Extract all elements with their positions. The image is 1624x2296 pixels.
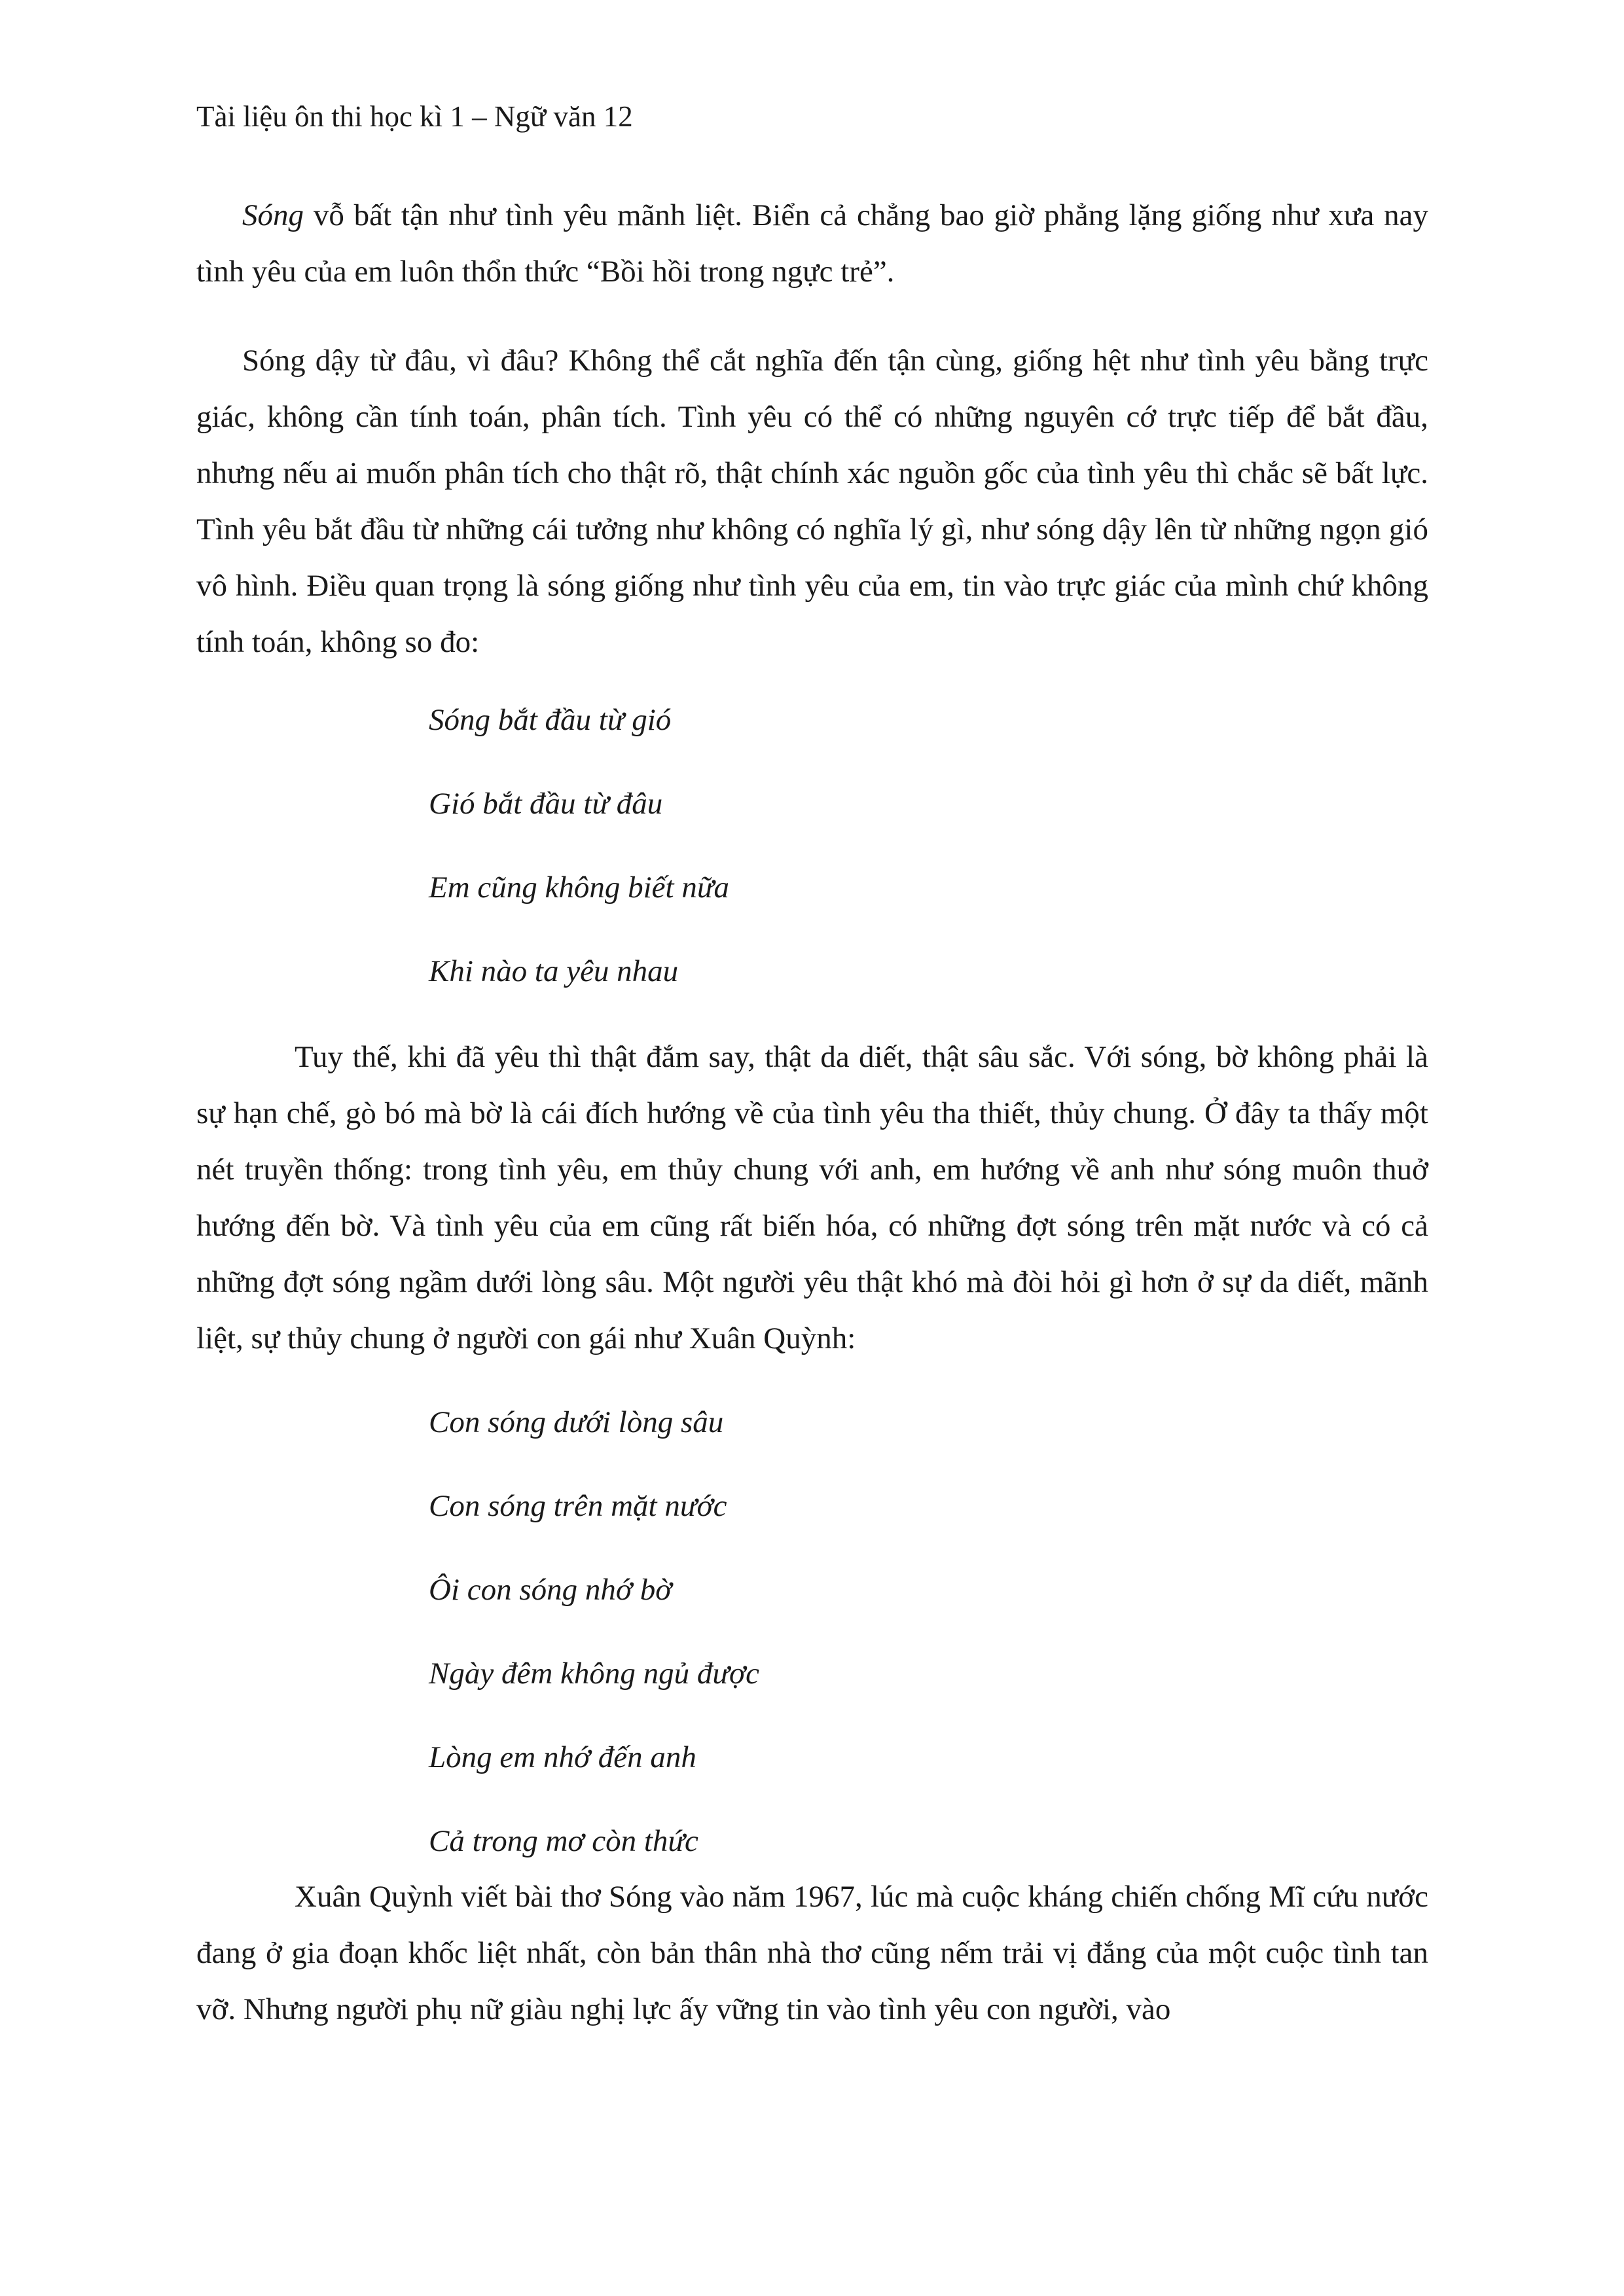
verse-line: Sóng bắt đầu từ gió <box>429 703 672 737</box>
verse-block-2 <box>429 1394 759 1897</box>
paragraph-1 <box>196 187 1428 300</box>
paragraph-2: Sóng dậy từ đâu, vì đâu? Không thể cắt nghĩa đến tận cùng, giống hệt như tình yêu bằng trực giác, không cần tính toán, phân tích. Tình yêu có thể có những nguyên cớ trực tiếp để bắt đầu, nhưng nếu ai muốn phân tích cho thật rõ, thật chính xác nguồn gốc của tình yêu thì chắc sẽ bất lực. Tình yêu bắt đầu từ những cái tưởng như không có nghĩa lý gì, như sóng dậy lên từ những ngọn gió vô hình. Điều quan trọng là sóng giống như tình yêu của em, tin vào trực giác của mình chứ không tính toán, không so đo: <box>196 344 1428 659</box>
verse-line: Lòng em nhớ đến anh <box>429 1740 696 1774</box>
paragraph-1-italic: Sóng <box>242 198 304 232</box>
paragraph-3: Tuy thế, khi đã yêu thì thật đắm say, thật da diết, thật sâu sắc. Với sóng, bờ không phải là sự hạn chế, gò bó mà bờ là cái đích hướng về của tình yêu tha thiết, thủy chung. Ở đây ta thấy một nét truyền thống: trong tình yêu, em thủy chung với anh, em hướng về anh như sóng muôn thuở hướng đến bờ. Và tình yêu của em cũng rất biến hóa, có những đợt sóng trên mặt nước và có cả những đợt sóng ngầm dưới lòng sâu. Một người yêu thật khó mà đòi hỏi gì hơn ở sự da diết, mãnh liệt, sự thủy chung ở người con gái như Xuân Quỳnh: <box>196 1040 1428 1355</box>
verse-line: Con sóng trên mặt nước <box>429 1489 727 1523</box>
verse-line: Gió bắt đầu từ đâu <box>429 787 663 821</box>
verse-block-1 <box>429 692 729 1027</box>
verse-line: Ôi con sóng nhớ bờ <box>429 1573 672 1607</box>
verse-line: Con sóng dưới lòng sâu <box>429 1405 724 1439</box>
verse-line: Cả trong mơ còn thức <box>429 1824 698 1858</box>
verse-line: Ngày đêm không ngủ được <box>429 1657 759 1691</box>
verse-line: Em cũng không biết nữa <box>429 870 729 905</box>
page-header: Tài liệu ôn thi học kì 1 – Ngữ văn 12 <box>196 100 633 133</box>
verse-line: Khi nào ta yêu nhau <box>429 954 679 988</box>
paragraph-4: Xuân Quỳnh viết bài thơ Sóng vào năm 1967, lúc mà cuộc kháng chiến chống Mĩ cứu nước đang ở gia đoạn khốc liệt nhất, còn bản thân nhà thơ cũng nếm trải vị đắng của một cuộc tình tan vỡ. Nhưng người phụ nữ giàu nghị lực ấy vững tin vào tình yêu con người, vào <box>196 1880 1428 2026</box>
paragraph-1-text: vỗ bất tận như tình yêu mãnh liệt. Biển cả chẳng bao giờ phẳng lặng giống như xưa nay tình yêu của em luôn thổn thức “Bồi hồi trong ngực trẻ”. <box>196 198 1428 289</box>
